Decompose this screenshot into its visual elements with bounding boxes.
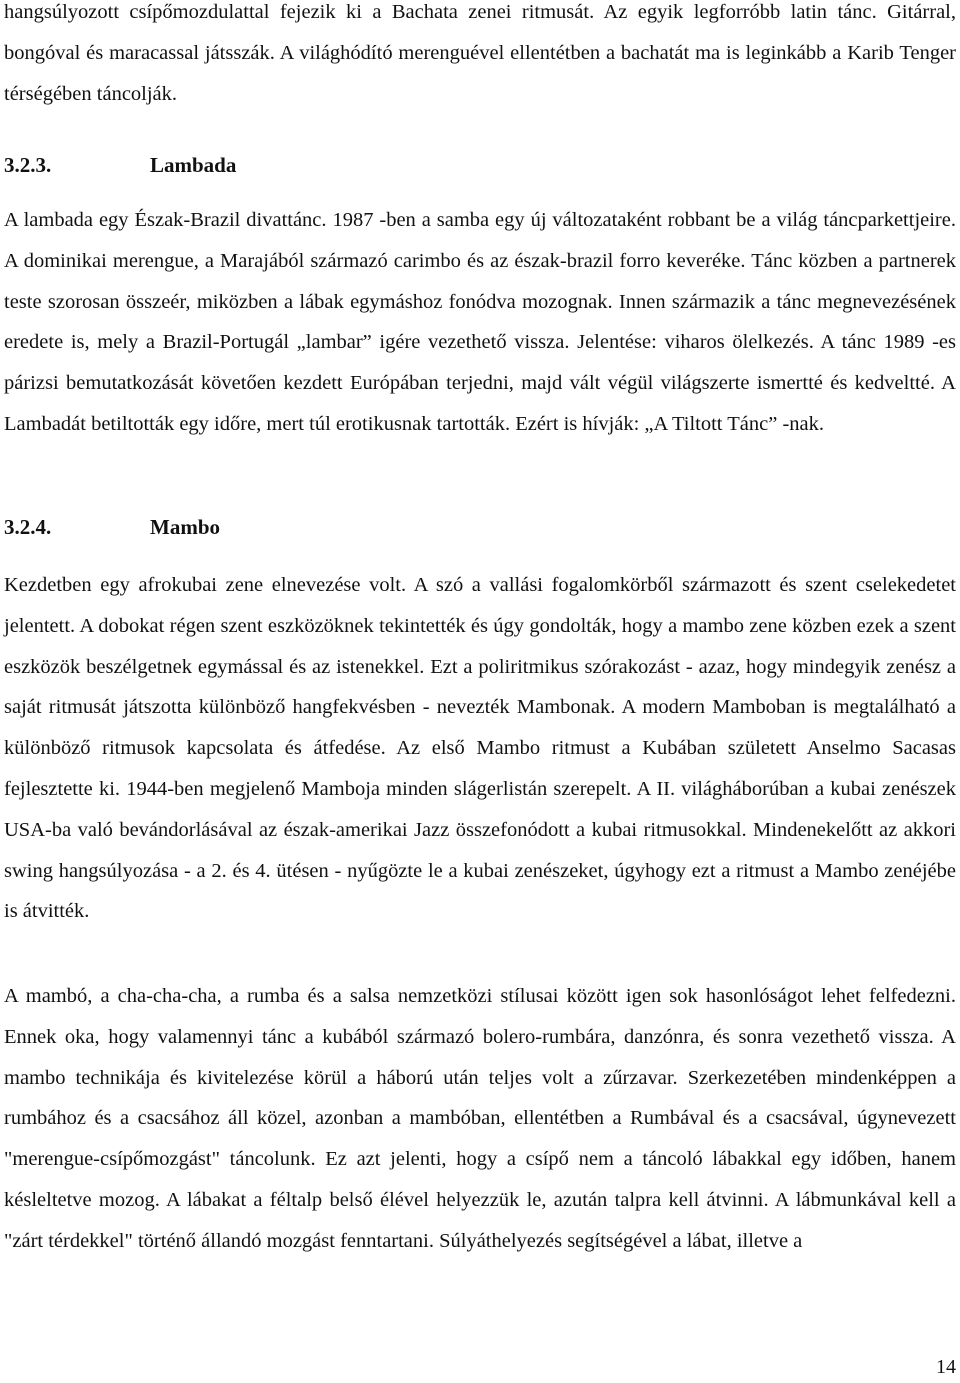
page-number: 14 — [936, 1356, 956, 1378]
section-number: 3.2.3. — [4, 153, 52, 177]
paragraph-mambo-technique: A mambó, a cha-cha-cha, a rumba és a salsa nemzetközi stílusai között igen sok hasonlóságot lehet felfedezni. Ennek oka, hogy valamennyi tánc a kubából származó bolero-rumbára, danzónra, és sonra vezethető vissza. A mambo technikája és kivitelezése körül a háború után teljes volt a zűrzavar. Szerkezetében mindenképpen a rumbához és a csacsához áll közel, azonban a mambóban, ellentétben a Rumbával és a csacsával, úgynevezett "merengue-csípőmozgást" táncolunk. Ez azt jelenti, hogy a csípő nem a táncoló lábakkal egy időben, hanem késleltetve mozog. A lábakat a féltalp belső élével helyezzük le, azután talpra kell átvinni. A lábmunkával kell a "zárt térdekkel" történő állandó mozgást fenntartani. Súlyáthelyezés segítségével a lábat, illetve a — [4, 985, 956, 1252]
section-heading-lambada — [4, 150, 956, 180]
paragraph-bachata-end: hangsúlyozott csípőmozdulattal fejezik ki a Bachata zenei ritmusát. Az egyik legforróbb latin tánc. Gitárral, bongóval és maracassal játsszák. A világhódító merenguével ellentétben a bachatát ma is leginkább a Karib Tenger térségében táncolják. — [4, 1, 956, 105]
section-title: Lambada — [150, 153, 237, 177]
section-number: 3.2.4. — [4, 515, 52, 539]
paragraph-lambada: A lambada egy Észak-Brazil divattánc. 1987 -ben a samba egy új változataként robbant be a világ táncparkettjeire. A dominikai merengue, a Marajából származó carimbo és az észak-brazil forro keveréke. Tánc közben a partnerek teste szorosan összeér, miközben a lábak egymáshoz fonódva mozognak. Innen származik a tánc megnevezésének eredete is, mely a Brazil-Portugál „lambar” igére vezethető vissza. Jelentése: viharos ölelkezés. A tánc 1989 -es párizsi bemutatkozását követően kezdett Európában terjedni, majd vált végül világszerte ismertté és kedveltté. A Lambadát betiltották egy időre, mert túl erotikusnak tartották. Ezért is hívják: „A Tiltott Tánc” -nak. — [4, 209, 956, 435]
paragraph-mambo-origin: Kezdetben egy afrokubai zene elnevezése volt. A szó a vallási fogalomkörből származott és szent cselekedetet jelentett. A dobokat régen szent eszközöknek tekintették és úgy gondolták, hogy a mambo zene közben ezek a szent eszközök beszélgetnek egymással és az istenekkel. Ezt a poliritmikus szórakozást - azaz, hogy mindegyik zenész a saját ritmusát játszotta különböző hangfekvésben - nevezték Mambonak. A modern Mamboban is megtalálható a különböző ritmusok kapcsolata és átfedése. Az első Mambo ritmust a Kubában született Anselmo Sacasas fejlesztette ki. 1944-ben megjelenő Mamboja minden slágerlistán szerepelt. A II. világháborúban a kubai zenészek USA-ba való bevándorlásával az észak-amerikai Jazz összefonódott a kubai ritmusokkal. Mindenekelőtt az akkori swing hangsúlyozása - a 2. és 4. ütésen - nyűgözte le a kubai zenészeket, úgyhogy ezt a ritmust a Mambo zenéjébe is átvitték. — [4, 574, 956, 923]
section-heading-mambo — [4, 512, 956, 542]
section-title: Mambo — [150, 515, 220, 539]
